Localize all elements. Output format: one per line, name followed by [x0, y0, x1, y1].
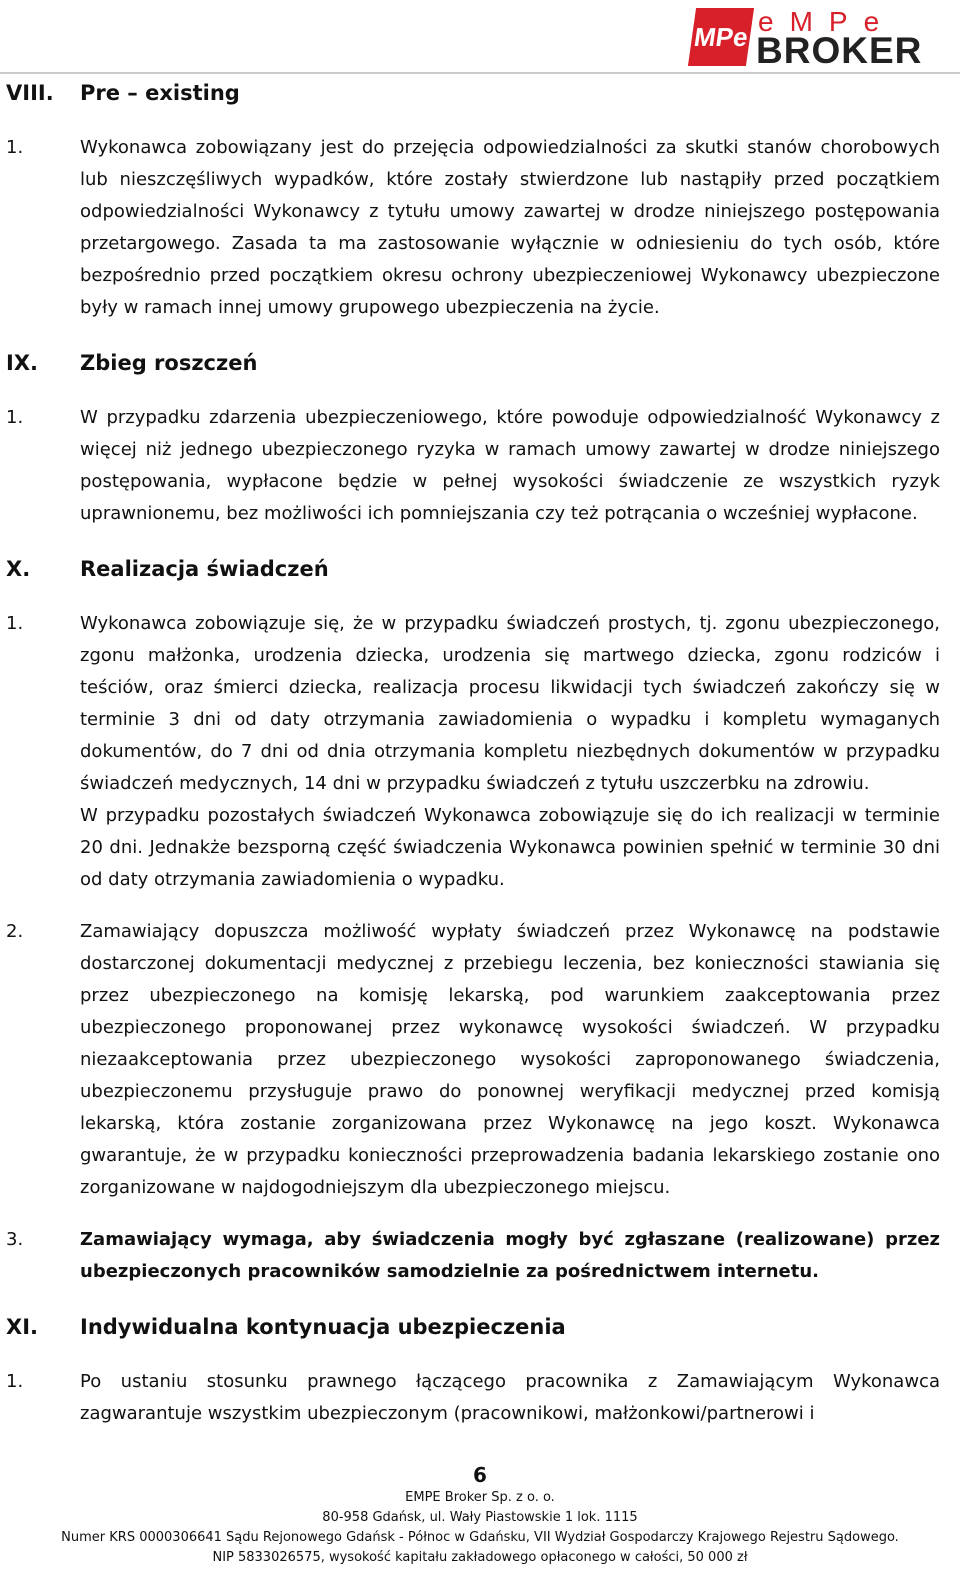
- logo-bottom-text: BROKER: [756, 30, 923, 71]
- footer-nip: NIP 5833026575, wysokość kapitału zakładowego opłaconego w całości, 50 000 zł: [212, 1550, 748, 1565]
- paragraph-text: Po ustaniu stosunku prawnego łączącego pracownika z Zamawiającym Wykonawca zagwarantuje wszystkim ubezpieczonym (pracownikowi, małżonkowi/partnerowi i: [80, 1371, 940, 1424]
- section-title: Pre – existing: [80, 81, 240, 105]
- paragraph-number: 1.: [6, 1371, 24, 1392]
- paragraph-text: Zamawiający wymaga, aby świadczenia mogły być zgłaszane (realizowane) przez ubezpieczonych pracowników samodzielnie za pośrednictwem internetu.: [80, 1229, 940, 1282]
- footer-krs: Numer KRS 0000306641 Sądu Rejonowego Gdańsk - Północ w Gdańsku, VII Wydział Gospodarczy Krajowego Rejestru Sądowego.: [61, 1530, 899, 1545]
- paragraph-number: 2.: [6, 921, 24, 942]
- footer-address: 80-958 Gdańsk, ul. Wały Piastowskie 1 lok. 1115: [322, 1510, 638, 1525]
- section-number: IX.: [6, 351, 38, 375]
- paragraph: [0, 402, 960, 530]
- section-title: Zbieg roszczeń: [80, 351, 258, 375]
- section-number: VIII.: [6, 81, 54, 105]
- section-number: XI.: [6, 1315, 38, 1339]
- paragraph-number: 1.: [6, 613, 24, 634]
- paragraph-text: W przypadku zdarzenia ubezpieczeniowego, które powoduje odpowiedzialność Wykonawcy z więcej niż jednego ubezpieczonego ryzyka w ramach umowy zawartej w drodze niniejszego postępowania, wypłacone będzie w pełnej wysokości świadczenie ze wszystkich ryzyk uprawnionemu, bez możliwości ich pomniejszania czy też potrącania o wcześniej wypłacone.: [80, 407, 940, 524]
- section-heading-viii: [0, 78, 960, 108]
- paragraph: [0, 916, 960, 1204]
- paragraph-text: [80, 608, 940, 896]
- logo-top-text: eMPe: [758, 6, 896, 37]
- paragraph-text: Wykonawca zobowiązany jest do przejęcia odpowiedzialności za skutki stanów chorobowych lub nieszczęśliwych wypadków, które zostały stwierdzone lub nastąpiły przed początkiem odpowiedzialności Wykonawcy z tytułu umowy zawartej w drodze niniejszego postępowania przetargowego. Zasada ta ma zastosowanie wyłącznie w odniesieniu do tych osób, które bezpośrednio przed początkiem okresu ochrony ubezpieczeniowej Wykonawcy ubezpieczone były w ramach innej umowy grupowego ubezpieczenia na życie.: [80, 137, 940, 318]
- section-heading-xi: [0, 1312, 960, 1342]
- logo: [692, 6, 942, 71]
- paragraph-text-part1: Wykonawca zobowiązuje się, że w przypadku świadczeń prostych, tj. zgonu ubezpieczonego, zgonu małżonka, urodzenia dziecka, urodzenia się martwego dziecka, zgonu rodziców i teściów, oraz śmierci dziecka, realizacja procesu likwidacji tych świadczeń zakończy się w terminie 3 dni od daty otrzymania zawiadomienia o wypadku i kompletu wymaganych dokumentów, do 7 dni od dnia otrzymania kompletu niezbędnych dokumentów w przypadku świadczeń medycznych, 14 dni w przypadku świadczeń z tytułu uszczerbku na zdrowiu.: [80, 613, 940, 794]
- paragraph-number: 1.: [6, 137, 24, 158]
- paragraph-text-part2: W przypadku pozostałych świadczeń Wykonawca zobowiązuje się do ich realizacji w terminie 20 dni. Jednakże bezsporną część świadczenia Wykonawca powinien spełnić w terminie 30 dni od daty otrzymania zawiadomienia o wypadku.: [80, 805, 940, 890]
- header-divider: [0, 72, 960, 74]
- paragraph: [0, 132, 960, 324]
- section-heading-x: [0, 554, 960, 584]
- section-title: Realizacja świadczeń: [80, 557, 329, 581]
- section-number: X.: [6, 557, 31, 581]
- section-title: Indywidualna kontynuacja ubezpieczenia: [80, 1315, 566, 1339]
- paragraph-number: 3.: [6, 1229, 24, 1250]
- paragraph: [0, 608, 960, 896]
- document-body: [0, 76, 960, 1430]
- page-number: 6: [473, 1463, 487, 1487]
- logo-mark: MPe: [688, 8, 754, 66]
- paragraph: [0, 1366, 960, 1430]
- paragraph-text: Zamawiający dopuszcza możliwość wypłaty świadczeń przez Wykonawcę na podstawie dostarczonej dokumentacji medycznej z przebiegu leczenia, bez konieczności stawiania się przez ubezpieczonego na komisję lekarską, pod warunkiem zaakceptowania przez ubezpieczonego proponowanej przez wykonawcę wysokości świadczeń. W przypadku niezaakceptowania przez ubezpieczonego wysokości zaproponowanego świadczenia, ubezpieczonemu przysługuje prawo do ponownej weryfikacji medycznej przed komisją lekarską, która zostanie zorganizowana przez Wykonawcę na jego koszt. Wykonawca gwarantuje, że w przypadku konieczności przeprowadzenia badania lekarskiego zostanie ono zorganizowane w najdogodniejszym dla ubezpieczonego miejscu.: [80, 921, 940, 1198]
- paragraph-number: 1.: [6, 407, 24, 428]
- page-footer: [0, 1462, 960, 1568]
- paragraph: [0, 1224, 960, 1288]
- footer-company: EMPE Broker Sp. z o. o.: [405, 1490, 555, 1505]
- section-heading-ix: [0, 348, 960, 378]
